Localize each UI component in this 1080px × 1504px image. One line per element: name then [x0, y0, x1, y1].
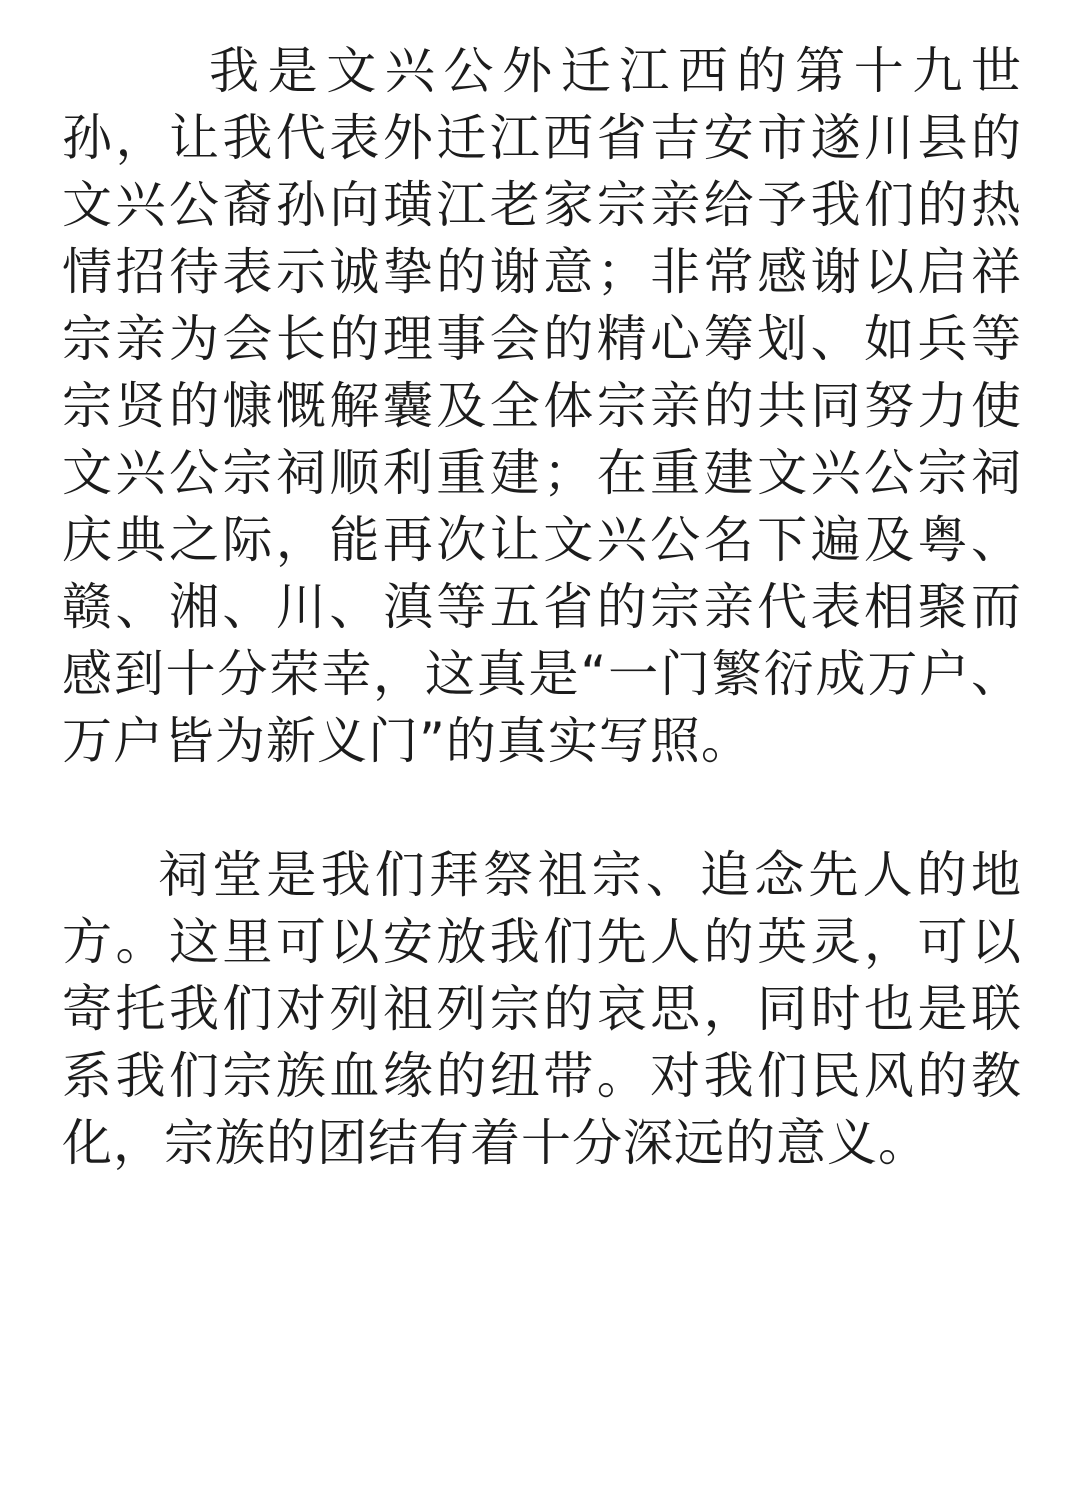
- article-body: [62, 38, 1022, 1177]
- paragraph-1: 我是文兴公外迁江西的第十九世孙，让我代表外迁江西省吉安市遂川县的文兴公裔孙向璜江老家宗亲给予我们的热情招待表示诚挚的谢意；非常感谢以启祥宗亲为会长的理事会的精心筹划、如兵等宗贤的慷慨解囊及全体宗亲的共同努力使文兴公宗祠顺利重建；在重建文兴公宗祠庆典之际，能再次让文兴公名下遍及粤、赣、湘、川、滇等五省的宗亲代表相聚而感到十分荣幸，这真是“一门繁衍成万户、万户皆为新义门”的真实写照。: [62, 42, 1022, 770]
- paragraph-2: 祠堂是我们拜祭祖宗、追念先人的地方。这里可以安放我们先人的英灵，可以寄托我们对列祖列宗的哀思，同时也是联系我们宗族血缘的纽带。对我们民风的教化，宗族的团结有着十分深远的意义。: [62, 846, 1022, 1172]
